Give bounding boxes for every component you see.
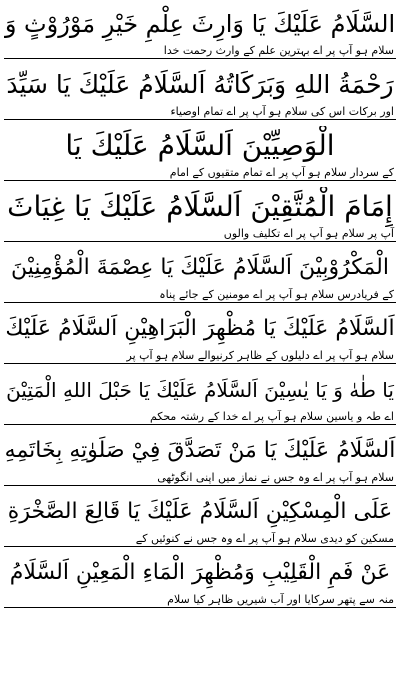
verse-block-10 — [4, 553, 396, 614]
verse-block-1 — [4, 4, 396, 65]
urdu-translation: سلام ہو آپ پر اے بہترین علم کے وارث رحمت خدا — [4, 44, 396, 59]
arabic-line: السَّلَامُ عَلَيْكَ يَا وَارِثَ عِلْمِ خَيْرِ مَوْرُوْثٍ وَ — [4, 10, 396, 38]
arabic-line: إِمَامَ الْمُتَّقِيْنَ اَلسَّلَامُ عَلَيْكَ يَا غِيَاثَ — [7, 190, 393, 223]
verse-block-9 — [4, 492, 396, 553]
urdu-translation: اے طہ و یاسین سلام ہو آپ پر اے خدا کے رشتہ محکم — [4, 410, 396, 425]
urdu-translation: کے فریادرس سلام ہو آپ پر اے مومنین کے جائے پناہ — [4, 288, 396, 303]
arabic-line: الْوَصِيِّيْنَ اَلسَّلَامُ عَلَيْكَ يَا — [65, 129, 335, 162]
arabic-line: عَنْ فَمِ الْقَلِيْبِ وَمُظْهِرَ الْمَاءِ الْمَعِيْنِ اَلسَّلَامُ — [9, 560, 391, 585]
verse-block-7 — [4, 370, 396, 431]
urdu-translation: منہ سے پتھر سرکایا اور آب شیریں ظاہر کیا سلام — [4, 593, 396, 608]
urdu-translation: سلام ہو آپ پر اے وہ جس نے نماز میں اپنی انگوٹھی — [4, 471, 396, 486]
verse-block-6 — [4, 309, 396, 370]
arabic-line: رَحْمَةُ اللهِ وَبَرَكَاتُهُ اَلسَّلَامُ عَلَيْكَ يَا سَيِّدَ — [6, 70, 394, 99]
verse-block-2 — [4, 65, 396, 126]
urdu-translation: کے سردار سلام ہو آپ پر اے تمام متقیوں کے امام — [4, 166, 396, 181]
verse-block-3 — [4, 126, 396, 187]
arabic-line: الْمَكْرُوْبِيْنَ اَلسَّلَامُ عَلَيْكَ يَا عِصْمَةَ الْمُؤْمِنِيْنَ — [11, 255, 389, 280]
arabic-line: اَلسَّلَامُ عَلَيْكَ يَا مَنْ تَصَدَّقَ فِيْ صَلَوٰتِهِ بِخَاتَمِهِ — [4, 438, 396, 463]
arabic-line: عَلَى الْمِسْكِيْنِ اَلسَّلَامُ عَلَيْكَ يَا قَالِعَ الصَّخْرَةِ — [7, 499, 393, 524]
urdu-translation: مسکین کو دیدی سلام ہو آپ پر اے وہ جس نے کنوئیں کے — [4, 532, 396, 547]
verse-block-5 — [4, 248, 396, 309]
urdu-translation: سلام ہو آپ پر اے دلیلوں کے ظاہر کرنیوالے سلام ہو آپ پر — [4, 349, 396, 364]
arabic-line: يَا طٰهٰ وَ يَا يٰسِيْنَ اَلسَّلَامُ عَلَيْكَ يَا حَبْلَ اللهِ الْمَتِيْنَ — [6, 378, 394, 402]
verse-block-4 — [4, 187, 396, 248]
urdu-translation: اور برکات اس کی سلام ہو آپ پر اے تمام اوصیاء — [4, 105, 396, 120]
urdu-translation: آپ پر سلام ہو آپ پر اے تکلیف والوں — [4, 227, 396, 242]
verse-block-8 — [4, 431, 396, 492]
arabic-line: اَلسَّلَامُ عَلَيْكَ يَا مُظْهِرَ الْبَرَاهِيْنِ اَلسَّلَامُ عَلَيْكَ — [5, 316, 395, 341]
